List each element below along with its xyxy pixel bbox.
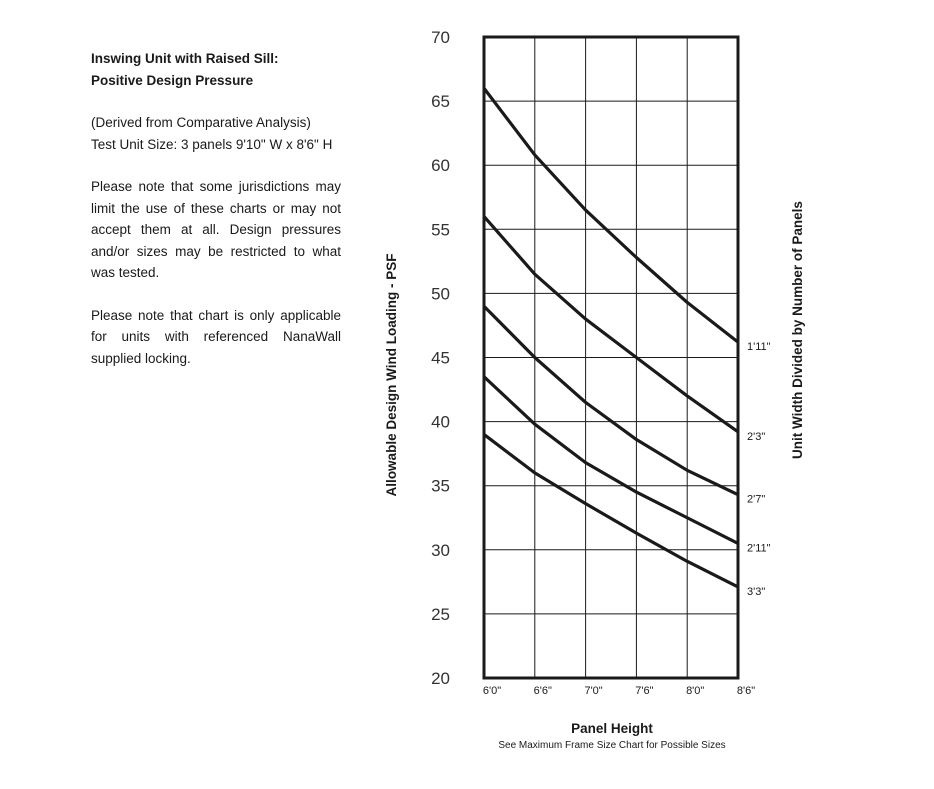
- y-tick-labels: [431, 28, 450, 688]
- chart-grid: [484, 37, 738, 678]
- x-tick-labels: [483, 685, 755, 697]
- x-tick-label: 7'6": [635, 685, 654, 697]
- y-tick-label: 70: [431, 28, 450, 47]
- y-tick-label: 55: [431, 220, 450, 240]
- series-label: 2'11": [747, 542, 771, 555]
- x-tick-label: 6'6": [533, 685, 552, 697]
- y-tick-label: 20: [431, 669, 450, 688]
- secondary-y-axis-label: Unit Width Divided by Number of Panels: [790, 201, 805, 459]
- y-tick-label: 60: [431, 156, 450, 176]
- derived-note: (Derived from Comparative Analysis): [91, 115, 311, 130]
- series-label: 2'3": [747, 430, 766, 443]
- y-tick-label: 35: [431, 476, 450, 496]
- title-line-1: Inswing Unit with Raised Sill:: [91, 51, 279, 66]
- locking-note: Please note that chart is only applicable for units with referenced NanaWall supplied locking.: [91, 307, 341, 366]
- series-labels: [747, 341, 771, 598]
- series-label: 1'11": [747, 341, 771, 354]
- y-axis-label: Allowable Design Wind Loading - PSF: [384, 253, 399, 497]
- y-tick-label: 50: [431, 284, 450, 304]
- y-tick-label: 30: [431, 540, 450, 560]
- title-line-2: Positive Design Pressure: [91, 72, 254, 88]
- y-tick-label: 40: [431, 412, 450, 432]
- x-tick-label: 6'0": [482, 685, 502, 697]
- series-line-1: [484, 88, 738, 342]
- x-axis-sublabel: See Maximum Frame Size Chart for Possible Sizes: [498, 740, 726, 751]
- x-tick-label: 8'6": [736, 685, 756, 697]
- x-tick-label: 8'0": [686, 685, 705, 697]
- series-label: 3'3": [747, 585, 766, 598]
- x-tick-label: 7'0": [584, 685, 603, 697]
- series-line-2: [484, 216, 738, 431]
- series-line-5: [484, 434, 738, 587]
- y-tick-label: 25: [431, 604, 450, 624]
- jurisdiction-note: Please note that some jurisdictions may limit the use of these charts or may not accept them at all. Design pressures and/or sizes may be restricted to what was tested.: [91, 179, 341, 280]
- series-line-3: [484, 306, 738, 494]
- x-axis-label: Panel Height: [571, 721, 653, 736]
- series-label: 2'7": [747, 493, 766, 506]
- test-unit-size: Test Unit Size: 3 panels 9'10" W x 8'6" H: [91, 136, 333, 152]
- chart-series-lines: [484, 88, 738, 587]
- y-tick-label: 65: [431, 92, 450, 112]
- y-tick-label: 45: [431, 348, 450, 368]
